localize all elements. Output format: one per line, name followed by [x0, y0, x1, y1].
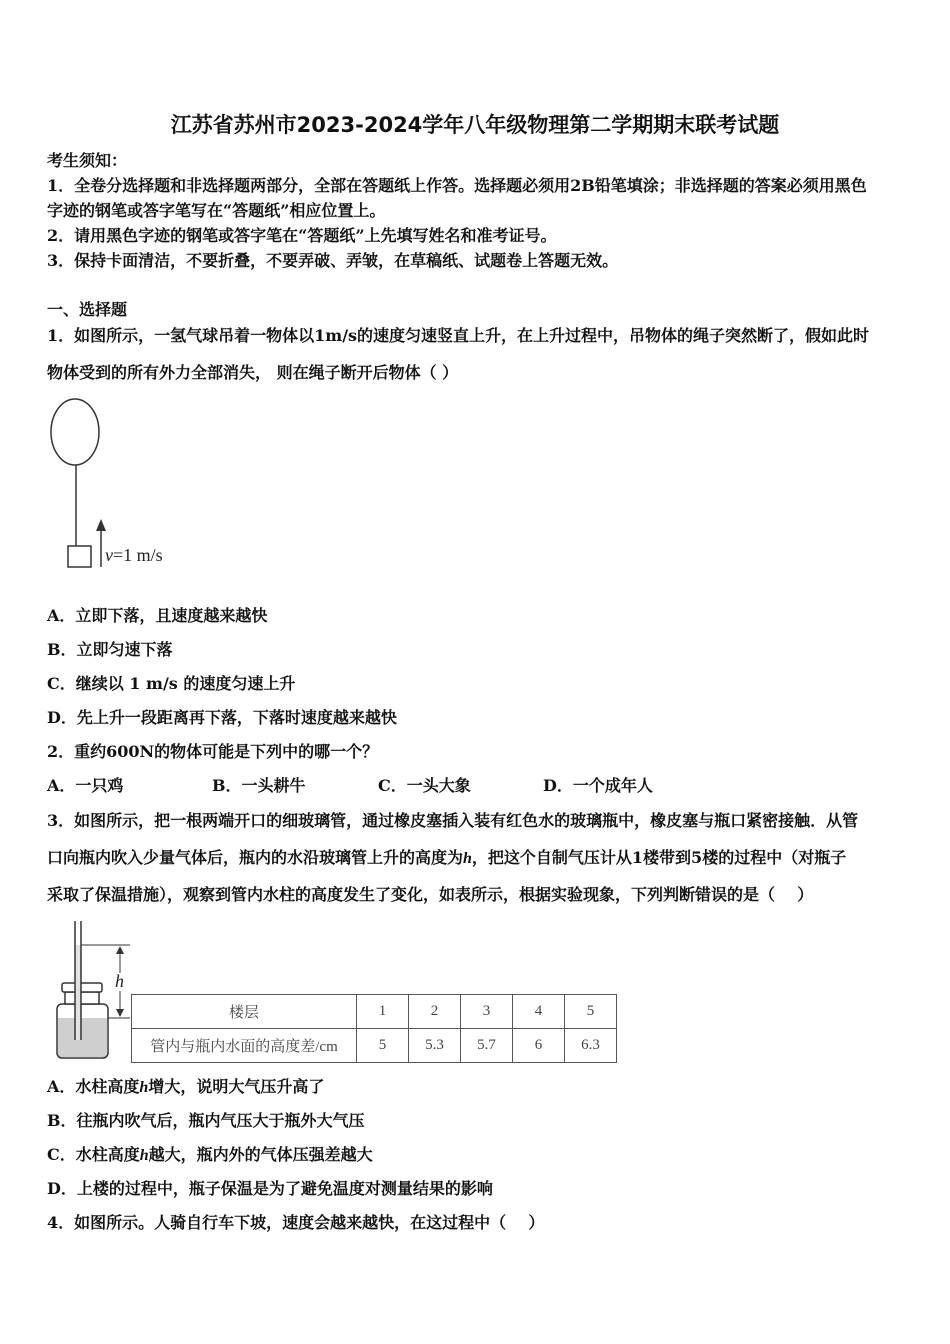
height-arrow-head-top	[116, 946, 124, 954]
table-cell: 5.7	[461, 1029, 513, 1063]
q2-option-c: C．一头大象	[378, 776, 471, 795]
hanging-object	[68, 546, 91, 567]
q1-option-b: B．立即匀速下落	[47, 640, 173, 659]
exam-title: 江苏省苏州市2023-2024学年八年级物理第二学期期末联考试题	[170, 113, 780, 137]
section-title: 一、选择题	[47, 300, 128, 319]
q3-stem-line-3: 采取了保温措施），观察到管内水柱的高度发生了变化，如表所示，根据实验现象，下列判断错误的是（ ）	[47, 885, 814, 904]
q1-balloon-figure	[40, 390, 190, 575]
notice-line-3: 3．保持卡面清洁，不要折叠，不要弄破、弄皱，在草稿纸、试题卷上答题无效。	[47, 251, 619, 270]
velocity-symbol: v	[105, 545, 113, 565]
q2-option-a: A．一只鸡	[47, 776, 124, 795]
notice-line-1: 1．全卷分选择题和非选择题两部分，全部在答题纸上作答。选择题必须用2B铅笔填涂；非选择题的答案必须用黑色	[47, 176, 867, 195]
q3-stem-line-1: 3．如图所示，把一根两端开口的细玻璃管，通过橡皮塞插入装有红色水的玻璃瓶中，橡皮塞与瓶口紧密接触．从管	[47, 811, 859, 830]
q1-stem-line-2: 物体受到的所有外力全部消失， 则在绳子断开后物体（ ）	[47, 363, 459, 382]
q3-option-b: B．往瓶内吹气后，瓶内气压大于瓶外大气压	[47, 1111, 365, 1130]
rubber-stopper	[62, 983, 102, 992]
height-label: h	[115, 971, 124, 991]
q3-barometer-figure	[50, 915, 135, 1065]
notice-line-2: 2．请用黑色字迹的钢笔或答字笔在“答题纸”上先填写姓名和准考证号。	[47, 226, 557, 245]
q2-stem: 2．重约600N的物体可能是下列中的哪一个？	[47, 742, 379, 761]
q1-stem-line-1: 1．如图所示，一氢气球吊着一物体以1m/s的速度匀速竖直上升，在上升过程中，吊物体的绳子突然断了，假如此时	[47, 326, 870, 345]
table-row-height	[132, 1029, 617, 1063]
q1-option-a: A．立即下落，且速度越来越快	[47, 606, 268, 625]
table-cell: 3	[461, 995, 513, 1029]
velocity-value: =1 m/s	[113, 545, 163, 565]
q3-option-a	[47, 1077, 324, 1097]
q1-option-d: D．先上升一段距离再下落，下落时速度越来越快	[47, 708, 397, 727]
table-cell: 5	[357, 1029, 409, 1063]
table-cell: 2	[409, 995, 461, 1029]
q3-option-c-post: 越大，瓶内外的气体压强差越大	[148, 1145, 373, 1164]
q3-line-2-pre: 口向瓶内吹入少量气体后，瓶内的水沿玻璃管上升的高度为	[47, 848, 464, 867]
q1-option-c: C．继续以 1 m/s 的速度匀速上升	[47, 674, 296, 693]
velocity-arrow-head	[96, 519, 106, 531]
table-cell: 1	[357, 995, 409, 1029]
balloon	[51, 399, 99, 465]
q3-line-2-post: ，把这个自制气压计从1楼带到5楼的过程中（对瓶子	[471, 848, 847, 867]
glass-tube-water	[76, 945, 81, 1040]
table-cell: 5.3	[409, 1029, 461, 1063]
notice-heading: 考生须知：	[47, 151, 128, 170]
table-header-floor: 楼层	[132, 995, 357, 1029]
table-cell: 5	[565, 995, 617, 1029]
table-row-floor	[132, 995, 617, 1029]
q3-stem-line-2	[47, 848, 846, 868]
table-cell: 6.3	[565, 1029, 617, 1063]
q3-option-c	[47, 1145, 373, 1165]
q3-option-a-var: h	[139, 1079, 149, 1096]
q4-stem: 4．如图所示。人骑自行车下坡，速度会越来越快，在这过程中（ ）	[47, 1213, 545, 1232]
height-arrow-head-bottom	[116, 1009, 124, 1017]
bottle-neck	[65, 992, 99, 1004]
q3-option-d: D．上楼的过程中，瓶子保温是为了避免温度对测量结果的影响	[47, 1179, 493, 1198]
q2-option-b: B．一头耕牛	[212, 776, 306, 795]
velocity-label	[105, 545, 163, 565]
q3-option-c-pre: C．水柱高度	[47, 1145, 140, 1164]
q3-option-a-post: 增大，说明大气压升高了	[148, 1077, 325, 1096]
notice-line-1-cont: 字迹的钢笔或答字笔写在“答题纸”相应位置上。	[47, 201, 386, 220]
q2-option-d: D．一个成年人	[543, 776, 653, 795]
bottle-water	[58, 1018, 107, 1057]
q3-data-table	[131, 994, 617, 1063]
q3-option-a-pre: A．水柱高度	[47, 1077, 140, 1096]
q3-line-2-var: h	[463, 850, 472, 867]
table-cell: 4	[513, 995, 565, 1029]
table-cell: 6	[513, 1029, 565, 1063]
q3-option-c-var: h	[139, 1147, 149, 1164]
table-header-height: 管内与瓶内水面的高度差/cm	[132, 1029, 357, 1063]
